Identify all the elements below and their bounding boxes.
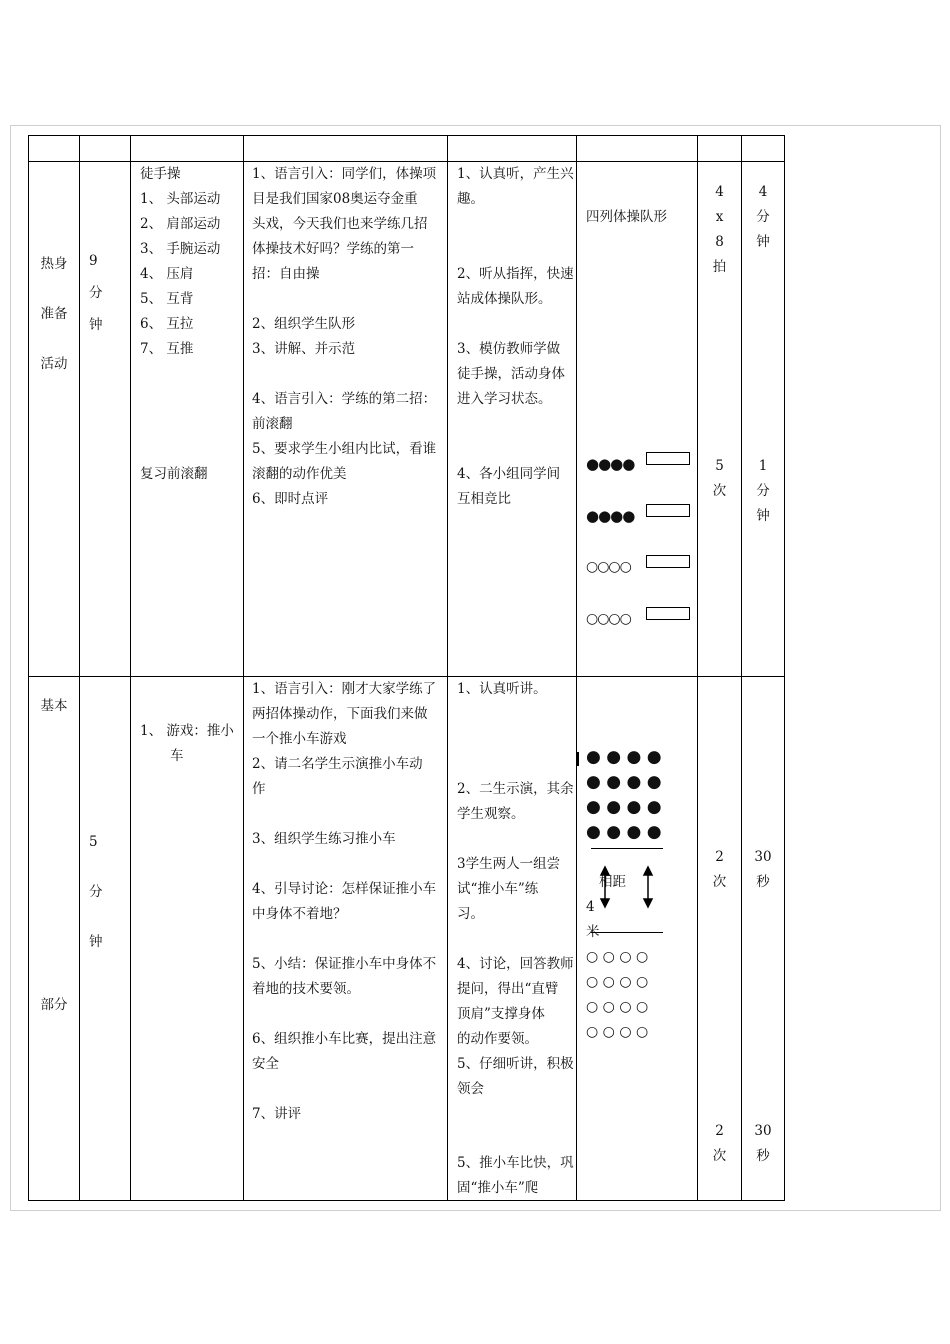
main-time-2 [742, 1119, 784, 1169]
phase-text: 热身 [40, 256, 68, 272]
teacher-line: 2、组织学生队形 [252, 316, 356, 332]
teacher-line: 4、引导讨论：怎样保证推小车 [252, 881, 437, 897]
teacher-line: 作 [252, 781, 266, 797]
main-content-cell [131, 677, 244, 1201]
count-text: 次 [712, 874, 727, 890]
distance-label: 相距 [599, 874, 626, 890]
student-line: 趣。 [457, 191, 484, 207]
student-line: 学生观察。 [457, 806, 525, 822]
teacher-line: 着地的技术要领。 [252, 981, 360, 997]
content-review: 复习前滚翻 [140, 466, 208, 482]
formation-row-filled: ●●●● [586, 507, 635, 525]
mat-icon [646, 504, 690, 517]
main-student-cell [448, 677, 577, 1201]
warmup-count-1 [698, 180, 741, 280]
time-text: 30 [754, 849, 772, 865]
count-text: 拍 [712, 259, 727, 275]
main-count-2 [698, 1119, 741, 1169]
duration-text: 分 [89, 285, 103, 301]
main-duration-cell [80, 677, 131, 1201]
main-teacher-4 [252, 952, 436, 1002]
main-student-1: 1、认真听讲。 [457, 681, 547, 697]
count-text: 5 [715, 458, 724, 474]
teacher-line: 5、要求学生小组内比试，看谁 [252, 441, 437, 457]
student-line: 提问，得出“直臂 [457, 981, 559, 997]
teacher-line: 5、小结：保证推小车中身体不 [252, 956, 437, 972]
warmup-teacher-activities [252, 162, 436, 512]
main-duration [89, 817, 103, 967]
content-item: 徒手操 [140, 166, 181, 182]
student-line: 2、听从指挥，快速 [457, 266, 574, 282]
header-row [29, 136, 785, 162]
header-cell [244, 136, 448, 162]
time-text: 钟 [756, 508, 770, 524]
header-cell [698, 136, 742, 162]
time-text: 钟 [756, 234, 770, 250]
student-line: 站成体操队形。 [457, 291, 552, 307]
distance-unit: 米 [586, 924, 600, 940]
distance-value: 4 [586, 899, 595, 915]
formation-row-open: ○ ○ ○ ○ [586, 999, 649, 1015]
student-line: 3学生两人一组尝 [457, 856, 561, 872]
student-line: 互相竞比 [457, 491, 511, 507]
student-line: 2、二生示演，其余 [457, 781, 574, 797]
teacher-line [252, 362, 436, 387]
warmup-count-cell [698, 162, 742, 677]
mat-icon [646, 607, 690, 620]
game-title: 1、 游戏：推小 [140, 723, 234, 739]
student-line: 5、仔细听讲，积极 [457, 1056, 574, 1072]
formation-row-filled: ●●●● [586, 455, 635, 473]
main-phase-cell [29, 677, 80, 1201]
game-title-cont: 车 [170, 748, 184, 764]
student-line: 4、讨论，回答教师 [457, 956, 574, 972]
main-teacher-cell [244, 677, 448, 1201]
teacher-line [252, 287, 436, 312]
main-student-2 [457, 777, 574, 827]
warmup-content-list [140, 162, 220, 362]
formation-row-open: ○○○○ [586, 559, 631, 575]
student-line: 领会 [457, 1081, 484, 1097]
content-item: 3、 手腕运动 [140, 241, 221, 257]
teacher-line: 招：自由操 [252, 266, 320, 282]
main-student-3 [457, 852, 560, 927]
warmup-formation-cell [577, 162, 698, 677]
content-item: 4、 压肩 [140, 266, 194, 282]
student-line: 进入学习状态。 [457, 391, 552, 407]
formation-label: 四列体操队形 [586, 209, 667, 225]
student-activity-3 [457, 337, 565, 412]
teacher-line: 前滚翻 [252, 416, 293, 432]
student-line: 固“推小车”爬 [457, 1180, 539, 1196]
main-count-cell [698, 677, 742, 1201]
student-activity-1 [457, 162, 574, 212]
header-cell [448, 136, 577, 162]
formation-row-filled: ● ● ● ● [586, 797, 662, 817]
duration-text: 钟 [89, 934, 103, 950]
teacher-line: 6、组织推小车比赛，提出注意 [252, 1031, 437, 1047]
warmup-row [29, 162, 785, 677]
time-text: 4 [758, 184, 768, 200]
mat-icon [646, 555, 690, 568]
formation-row-open: ○ ○ ○ ○ [586, 949, 649, 965]
content-item: 6、 互拉 [140, 316, 194, 332]
formation-row-filled: ● ● ● ● [586, 772, 662, 792]
student-line: 1、认真听，产生兴 [457, 166, 574, 182]
header-cell [131, 136, 244, 162]
student-activity-2 [457, 262, 574, 312]
student-line: 3、模仿教师学做 [457, 341, 561, 357]
formation-row-open: ○○○○ [586, 611, 631, 627]
content-item: 7、 互推 [140, 341, 194, 357]
phase-text: 准备 [40, 306, 68, 322]
teacher-line: 一个推小车游戏 [252, 731, 347, 747]
warmup-duration-cell [80, 162, 131, 677]
teacher-line: 3、讲解、并示范 [252, 341, 356, 357]
main-formation-cell [577, 677, 698, 1201]
main-phase-bottom: 部分 [40, 997, 68, 1013]
teacher-line: 安全 [252, 1056, 279, 1072]
student-line: 5、推小车比快，巩 [457, 1155, 574, 1171]
warmup-time-2 [742, 454, 784, 529]
lesson-plan-table [28, 135, 785, 1201]
time-text: 30 [754, 1123, 772, 1139]
warmup-phase-cell [29, 162, 80, 677]
time-text: 分 [756, 209, 770, 225]
teacher-line: 1、语言引入：刚才大家学练了 [252, 681, 437, 697]
duration-text: 钟 [89, 317, 103, 333]
student-line: 顶肩”支撑身体 [457, 1006, 545, 1022]
teacher-line: 1、语言引入：同学们，体操项 [252, 166, 437, 182]
count-text: x [715, 209, 724, 225]
content-item: 1、 头部运动 [140, 191, 221, 207]
time-text: 秒 [756, 1148, 770, 1164]
main-time-cell [742, 677, 785, 1201]
formation-row-open: ○ ○ ○ ○ [586, 974, 649, 990]
content-item: 2、 肩部运动 [140, 216, 221, 232]
count-text: 次 [712, 483, 727, 499]
formation-row-filled: ● ● ● ● [586, 822, 662, 842]
duration-text: 9 [89, 253, 98, 269]
main-phase-top: 基本 [40, 698, 68, 714]
main-teacher-5 [252, 1027, 436, 1077]
end-line [591, 932, 663, 933]
teacher-line: 两招体操动作，下面我们来做 [252, 706, 428, 722]
warmup-time-1 [742, 180, 784, 255]
content-item: 5、 互背 [140, 291, 194, 307]
main-time-1 [742, 845, 784, 895]
warmup-count-2 [698, 454, 741, 504]
student-line: 4、各小组同学间 [457, 466, 561, 482]
count-text: 2 [715, 849, 724, 865]
time-text: 1 [758, 458, 768, 474]
teacher-line: 6、即时点评 [252, 491, 329, 507]
formation-row-filled: ● ● ● ● [586, 747, 662, 767]
count-text: 次 [712, 1148, 727, 1164]
teacher-line: 4、语言引入：学练的第二招： [252, 391, 437, 407]
teacher-line: 中身体不着地？ [252, 906, 347, 922]
main-teacher-3 [252, 877, 436, 927]
main-student-5 [457, 1151, 574, 1201]
warmup-phase [29, 239, 79, 389]
mat-icon [646, 452, 690, 465]
student-line: 试“推小车”练 [457, 881, 539, 897]
teacher-line: 2、请二名学生示演推小车动 [252, 756, 423, 772]
student-line: 的动作要领。 [457, 1031, 538, 1047]
phase-text: 活动 [40, 356, 68, 372]
warmup-content-cell [131, 162, 244, 677]
duration-text: 5 [89, 834, 98, 850]
teacher-line: 滚翻的动作优美 [252, 466, 347, 482]
count-text: 8 [715, 234, 724, 250]
student-line: 习。 [457, 906, 484, 922]
teacher-line: 头戏，今天我们也来学练几招 [252, 216, 428, 232]
teacher-line: 体操技术好吗？学练的第一 [252, 241, 414, 257]
header-cell [80, 136, 131, 162]
header-cell [742, 136, 785, 162]
time-text: 分 [756, 483, 770, 499]
main-teacher-2: 3、组织学生练习推小车 [252, 831, 396, 847]
warmup-teacher-cell [244, 162, 448, 677]
count-text: 4 [715, 184, 724, 200]
main-teacher-6: 7、讲评 [252, 1106, 302, 1122]
formation-open [586, 945, 648, 1045]
formation-row-open: ○ ○ ○ ○ [586, 1024, 649, 1040]
warmup-student-cell [448, 162, 577, 677]
main-row [29, 677, 785, 1201]
header-cell [577, 136, 698, 162]
student-line: 徒手操，活动身体 [457, 366, 565, 382]
teacher-line: 目是我们国家08奥运夺金重 [252, 191, 418, 207]
student-activity-4 [457, 462, 560, 512]
warmup-duration [89, 245, 103, 341]
main-student-4 [457, 952, 574, 1102]
main-teacher-1 [252, 677, 436, 802]
header-cell [29, 136, 80, 162]
duration-text: 分 [89, 884, 103, 900]
time-text: 秒 [756, 874, 770, 890]
count-text: 2 [715, 1123, 724, 1139]
warmup-time-cell [742, 162, 785, 677]
main-count-1 [698, 845, 741, 895]
